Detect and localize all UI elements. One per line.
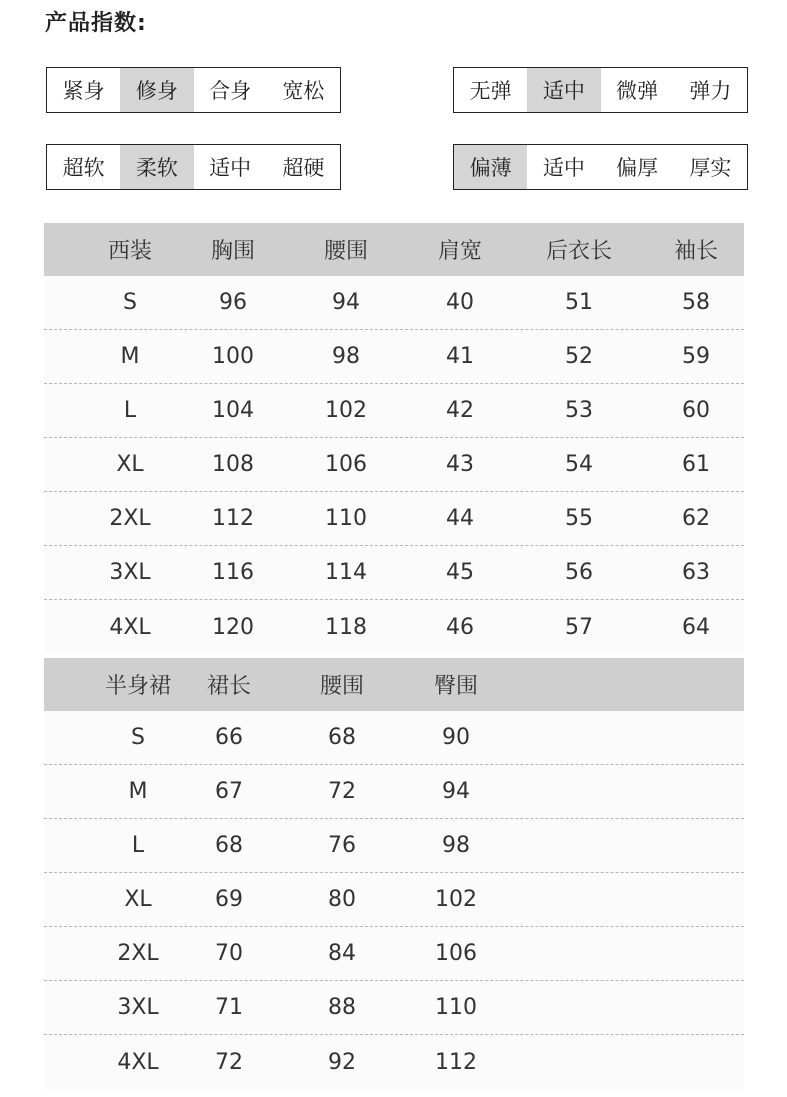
table-cell: 2XL — [109, 506, 151, 531]
table-row — [44, 927, 744, 981]
table-header — [44, 223, 744, 276]
table-cell: 41 — [446, 344, 474, 369]
table-cell: 114 — [325, 560, 367, 585]
table-cell: 54 — [565, 452, 593, 477]
table-cell: 84 — [328, 941, 356, 966]
index-option: 柔软 — [120, 145, 193, 189]
index-option: 偏厚 — [616, 156, 659, 180]
fit-index — [46, 67, 341, 113]
index-option: 超硬 — [282, 156, 325, 180]
table-row — [44, 384, 744, 438]
table-cell: 43 — [446, 452, 474, 477]
table-cell: 4XL — [109, 614, 151, 640]
table-cell: 60 — [682, 398, 710, 423]
table-header — [44, 658, 744, 711]
index-option: 微弹 — [616, 79, 659, 103]
table-cell: 118 — [325, 614, 367, 640]
table-row — [44, 276, 744, 330]
table-cell: 3XL — [117, 995, 159, 1020]
header-cell: 肩宽 — [437, 239, 482, 264]
table-cell: 96 — [219, 290, 247, 315]
suit-size-table — [44, 223, 744, 654]
table-row — [44, 492, 744, 546]
table-cell: 55 — [565, 506, 593, 531]
table-cell: 46 — [446, 614, 474, 640]
header-cell: 腰围 — [323, 239, 368, 264]
index-option: 无弹 — [469, 79, 512, 103]
table-row — [44, 546, 744, 600]
table-cell: 53 — [565, 398, 593, 423]
index-option: 合身 — [209, 79, 252, 103]
index-option: 厚实 — [689, 156, 732, 180]
table-cell: 42 — [446, 398, 474, 423]
table-cell: XL — [124, 887, 152, 912]
table-cell: M — [120, 344, 140, 369]
table-row — [44, 1035, 744, 1089]
table-cell: 112 — [212, 506, 254, 531]
table-cell: S — [123, 290, 137, 315]
table-cell: 67 — [215, 779, 243, 804]
table-cell: 68 — [215, 833, 243, 858]
index-option: 宽松 — [282, 79, 325, 103]
table-cell: M — [128, 779, 148, 804]
table-cell: 2XL — [117, 941, 159, 966]
table-cell: 52 — [565, 344, 593, 369]
table-cell: 66 — [215, 725, 243, 750]
table-cell: 45 — [446, 560, 474, 585]
table-cell: 94 — [332, 290, 360, 315]
table-cell: 69 — [215, 887, 243, 912]
table-row — [44, 438, 744, 492]
table-row — [44, 600, 744, 654]
table-row — [44, 819, 744, 873]
softness-index — [46, 144, 341, 190]
index-option: 适中 — [209, 156, 252, 180]
table-cell: 110 — [325, 506, 367, 531]
index-option: 适中 — [527, 68, 600, 112]
table-cell: 51 — [565, 290, 593, 315]
table-cell: 56 — [565, 560, 593, 585]
table-cell: 98 — [442, 833, 470, 858]
table-cell: 57 — [565, 614, 593, 640]
header-cell: 西装 — [107, 239, 152, 264]
index-option: 弹力 — [689, 79, 732, 103]
table-cell: 62 — [682, 506, 710, 531]
table-cell: 90 — [442, 725, 470, 750]
table-cell: 72 — [215, 1049, 243, 1075]
table-cell: 92 — [328, 1049, 356, 1075]
table-cell: 112 — [435, 1049, 477, 1075]
table-cell: 104 — [212, 398, 254, 423]
header-cell: 臀围 — [433, 674, 478, 699]
table-row — [44, 981, 744, 1035]
skirt-size-table — [44, 658, 744, 1089]
index-option: 修身 — [120, 68, 193, 112]
header-cell: 裙长 — [206, 674, 251, 699]
table-cell: 76 — [328, 833, 356, 858]
table-cell: 116 — [212, 560, 254, 585]
table-cell: 63 — [682, 560, 710, 585]
table-row — [44, 330, 744, 384]
table-row — [44, 711, 744, 765]
table-cell: 44 — [446, 506, 474, 531]
table-cell: S — [131, 725, 145, 750]
header-cell: 腰围 — [319, 674, 364, 699]
header-cell: 半身裙 — [104, 674, 171, 699]
table-cell: 64 — [682, 614, 710, 640]
table-cell: 106 — [325, 452, 367, 477]
index-option: 偏薄 — [454, 145, 527, 189]
table-cell: 100 — [212, 344, 254, 369]
table-cell: 108 — [212, 452, 254, 477]
table-cell: 71 — [215, 995, 243, 1020]
header-cell: 胸围 — [210, 239, 255, 264]
table-cell: 72 — [328, 779, 356, 804]
table-cell: 102 — [435, 887, 477, 912]
table-cell: 68 — [328, 725, 356, 750]
table-cell: 88 — [328, 995, 356, 1020]
thickness-index — [453, 144, 748, 190]
table-row — [44, 873, 744, 927]
table-cell: 106 — [435, 941, 477, 966]
elasticity-index — [453, 67, 748, 113]
table-cell: 61 — [682, 452, 710, 477]
table-cell: XL — [116, 452, 144, 477]
table-cell: 3XL — [109, 560, 151, 585]
table-cell: 110 — [435, 995, 477, 1020]
table-cell: 70 — [215, 941, 243, 966]
table-cell: L — [123, 398, 137, 423]
page-title: 产品指数: — [45, 11, 147, 36]
table-cell: 102 — [325, 398, 367, 423]
table-cell: 94 — [442, 779, 470, 804]
table-cell: L — [131, 833, 145, 858]
table-row — [44, 765, 744, 819]
table-cell: 120 — [212, 614, 254, 640]
index-option: 适中 — [542, 156, 585, 180]
table-cell: 98 — [332, 344, 360, 369]
index-option: 超软 — [62, 156, 105, 180]
header-cell: 袖长 — [673, 239, 718, 264]
table-cell: 59 — [682, 344, 710, 369]
index-option: 紧身 — [62, 79, 105, 103]
table-cell: 4XL — [117, 1049, 159, 1075]
table-cell: 40 — [446, 290, 474, 315]
header-cell: 后衣长 — [545, 239, 612, 264]
table-cell: 80 — [328, 887, 356, 912]
table-cell: 58 — [682, 290, 710, 315]
